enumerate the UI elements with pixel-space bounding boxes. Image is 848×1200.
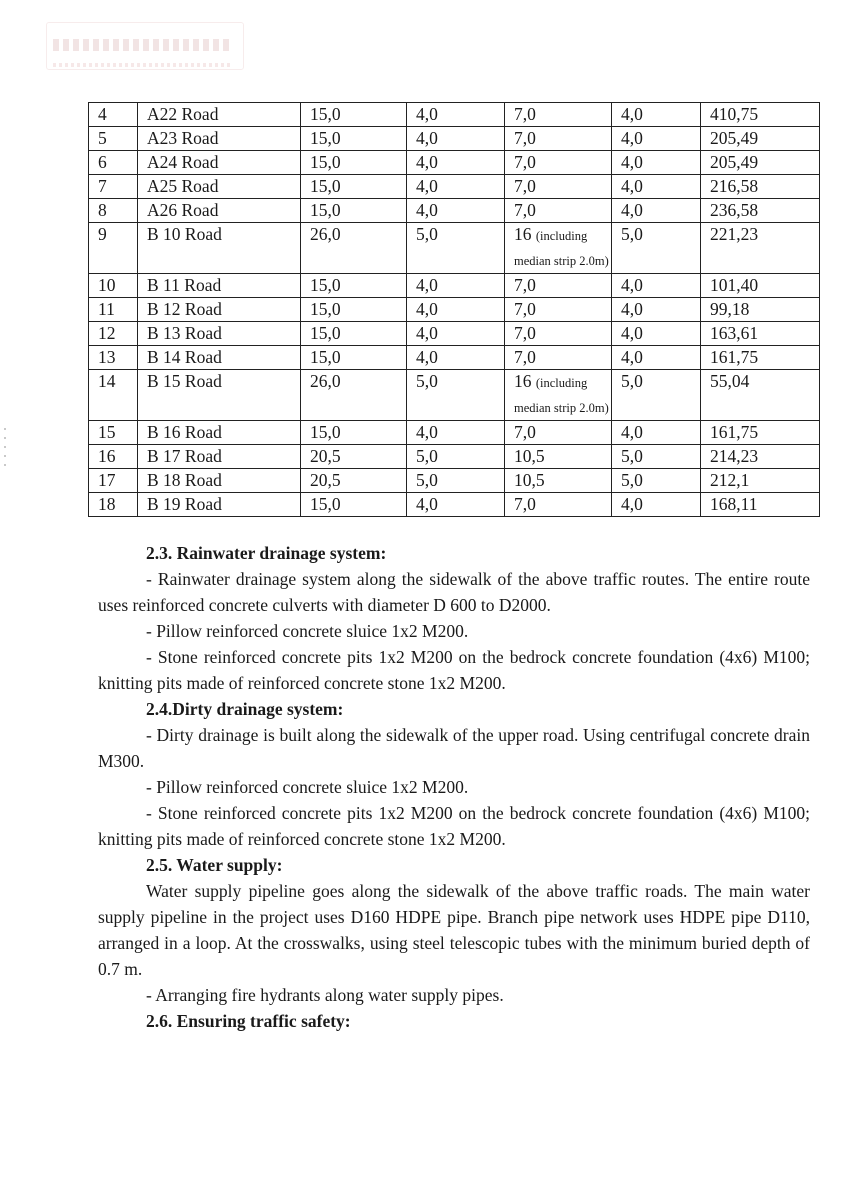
sidewalk-width-2-cell: [612, 421, 701, 445]
sidewalk-width-2-cell: [612, 445, 701, 469]
road-length: 236,58: [710, 200, 759, 220]
row-number: 15: [98, 422, 116, 442]
table-row: [89, 445, 820, 469]
road-name: B 11 Road: [147, 275, 222, 295]
table-row: [89, 151, 820, 175]
row-number: 7: [98, 176, 107, 196]
carriageway-width: 7,0: [514, 494, 536, 514]
row-number: 13: [98, 347, 116, 367]
road-length-cell: [701, 322, 820, 346]
road-length-cell: [701, 445, 820, 469]
road-length-cell: [701, 199, 820, 223]
sidewalk-width-2-cell: [612, 127, 701, 151]
road-width: 15,0: [310, 104, 341, 124]
row-number-cell: [89, 199, 138, 223]
sidewalk-width-2-cell: [612, 274, 701, 298]
carriageway-width-cell: [505, 493, 612, 517]
table-row: [89, 274, 820, 298]
carriageway-width-cell: [505, 469, 612, 493]
road-length-cell: [701, 175, 820, 199]
row-number: 18: [98, 494, 116, 514]
road-name-cell: [138, 469, 301, 493]
median-strip-note: (including median strip 2.0m): [514, 229, 609, 268]
stamp-mark: [46, 22, 244, 70]
sidewalk-width-2: 4,0: [621, 176, 643, 196]
road-length: 214,23: [710, 446, 759, 466]
road-length-cell: [701, 103, 820, 127]
road-length-cell: [701, 346, 820, 370]
road-width: 15,0: [310, 299, 341, 319]
sidewalk-width-cell: [407, 103, 505, 127]
road-width: 20,5: [310, 446, 341, 466]
road-width-cell: [301, 445, 407, 469]
road-length: 55,04: [710, 371, 750, 391]
road-width: 15,0: [310, 275, 341, 295]
road-width: 26,0: [310, 224, 341, 244]
sidewalk-width-cell: [407, 370, 505, 421]
road-width-cell: [301, 421, 407, 445]
carriageway-width-cell: [505, 103, 612, 127]
road-length: 221,23: [710, 224, 759, 244]
road-length-cell: [701, 469, 820, 493]
sidewalk-width-cell: [407, 346, 505, 370]
carriageway-width-cell: [505, 445, 612, 469]
row-number: 14: [98, 371, 116, 391]
carriageway-width: 7,0: [514, 323, 536, 343]
road-name: B 18 Road: [147, 470, 222, 490]
road-name: B 10 Road: [147, 224, 222, 244]
carriageway-width: 7,0: [514, 275, 536, 295]
road-name: B 12 Road: [147, 299, 222, 319]
carriageway-width-cell: [505, 370, 612, 421]
carriageway-width-cell: [505, 151, 612, 175]
road-table: [88, 102, 820, 517]
road-name: B 16 Road: [147, 422, 222, 442]
paragraph: - Pillow reinforced concrete sluice 1x2 M200.: [146, 621, 469, 641]
road-name-cell: [138, 421, 301, 445]
carriageway-width-cell: [505, 175, 612, 199]
table-row: [89, 127, 820, 151]
carriageway-width: 7,0: [514, 347, 536, 367]
paragraph: - Dirty drainage is built along the sidewalk of the upper road. Using centrifugal concrete drain M300.: [98, 725, 810, 771]
carriageway-width: 7,0: [514, 128, 536, 148]
sidewalk-width: 4,0: [416, 347, 438, 367]
road-length: 205,49: [710, 152, 759, 172]
sidewalk-width-2: 4,0: [621, 422, 643, 442]
sidewalk-width-2-cell: [612, 175, 701, 199]
row-number: 8: [98, 200, 107, 220]
road-width-cell: [301, 127, 407, 151]
road-length: 410,75: [710, 104, 759, 124]
road-length: 101,40: [710, 275, 759, 295]
sidewalk-width-2-cell: [612, 469, 701, 493]
road-length-cell: [701, 274, 820, 298]
row-number: 10: [98, 275, 116, 295]
road-width-cell: [301, 370, 407, 421]
sidewalk-width: 5,0: [416, 224, 438, 244]
road-width: 15,0: [310, 152, 341, 172]
sidewalk-width-2: 4,0: [621, 494, 643, 514]
road-width: 15,0: [310, 347, 341, 367]
road-length-cell: [701, 421, 820, 445]
sidewalk-width: 5,0: [416, 446, 438, 466]
sidewalk-width-2-cell: [612, 199, 701, 223]
carriageway-width-cell: [505, 421, 612, 445]
road-name-cell: [138, 274, 301, 298]
sidewalk-width-2: 5,0: [621, 446, 643, 466]
sidewalk-width: 5,0: [416, 371, 438, 391]
sidewalk-width: 4,0: [416, 323, 438, 343]
table-row: [89, 199, 820, 223]
road-name: A24 Road: [147, 152, 219, 172]
sidewalk-width-2-cell: [612, 103, 701, 127]
sidewalk-width-2: 5,0: [621, 371, 643, 391]
road-width-cell: [301, 175, 407, 199]
body-text: [98, 540, 810, 1034]
sidewalk-width-cell: [407, 421, 505, 445]
road-name-cell: [138, 298, 301, 322]
carriageway-width: 7,0: [514, 299, 536, 319]
road-width-cell: [301, 322, 407, 346]
road-length-cell: [701, 493, 820, 517]
carriageway-width: 7,0: [514, 104, 536, 124]
row-number-cell: [89, 421, 138, 445]
sidewalk-width: 4,0: [416, 200, 438, 220]
row-number-cell: [89, 445, 138, 469]
section-heading: 2.5. Water supply:: [146, 855, 283, 875]
sidewalk-width: 4,0: [416, 299, 438, 319]
road-name: A23 Road: [147, 128, 219, 148]
paragraph: - Stone reinforced concrete pits 1x2 M200 on the bedrock concrete foundation (4x6) M100; knitting pits made of reinforced concrete stone 1x2 M200.: [98, 803, 810, 849]
carriageway-width-cell: [505, 322, 612, 346]
road-name-cell: [138, 445, 301, 469]
road-width-cell: [301, 223, 407, 274]
sidewalk-width-cell: [407, 175, 505, 199]
row-number-cell: [89, 274, 138, 298]
table-row: [89, 469, 820, 493]
carriageway-width-cell: [505, 127, 612, 151]
carriageway-width: 7,0: [514, 176, 536, 196]
row-number: 4: [98, 104, 107, 124]
road-length: 212,1: [710, 470, 750, 490]
table-row: [89, 421, 820, 445]
sidewalk-width-2-cell: [612, 151, 701, 175]
road-name: B 14 Road: [147, 347, 222, 367]
row-number: 16: [98, 446, 116, 466]
sidewalk-width: 4,0: [416, 494, 438, 514]
scan-edge-mark: [4, 428, 6, 468]
road-length: 216,58: [710, 176, 759, 196]
carriageway-width-cell: [505, 298, 612, 322]
road-name-cell: [138, 370, 301, 421]
road-name: B 17 Road: [147, 446, 222, 466]
carriageway-width: 10,5: [514, 470, 545, 490]
carriageway-width-cell: [505, 346, 612, 370]
sidewalk-width-2-cell: [612, 370, 701, 421]
road-width-cell: [301, 346, 407, 370]
road-width: 15,0: [310, 323, 341, 343]
sidewalk-width-cell: [407, 223, 505, 274]
row-number-cell: [89, 469, 138, 493]
road-length-cell: [701, 127, 820, 151]
sidewalk-width-cell: [407, 445, 505, 469]
road-width-cell: [301, 274, 407, 298]
road-width-cell: [301, 469, 407, 493]
carriageway-width: 7,0: [514, 200, 536, 220]
sidewalk-width-2-cell: [612, 346, 701, 370]
sidewalk-width-cell: [407, 469, 505, 493]
paragraph: - Rainwater drainage system along the sidewalk of the above traffic routes. The entire route uses reinforced concrete culverts with diameter D 600 to D2000.: [98, 569, 810, 615]
road-name: B 13 Road: [147, 323, 222, 343]
sidewalk-width: 4,0: [416, 128, 438, 148]
sidewalk-width-2: 4,0: [621, 323, 643, 343]
carriageway-width-cell: [505, 274, 612, 298]
paragraph: - Pillow reinforced concrete sluice 1x2 M200.: [146, 777, 469, 797]
sidewalk-width-cell: [407, 274, 505, 298]
sidewalk-width: 5,0: [416, 470, 438, 490]
road-length-cell: [701, 370, 820, 421]
road-width-cell: [301, 151, 407, 175]
carriageway-width: 16: [514, 371, 532, 391]
road-length-cell: [701, 151, 820, 175]
sidewalk-width-cell: [407, 127, 505, 151]
sidewalk-width-cell: [407, 322, 505, 346]
road-name-cell: [138, 322, 301, 346]
road-name: A22 Road: [147, 104, 219, 124]
road-length: 168,11: [710, 494, 758, 514]
sidewalk-width-2: 4,0: [621, 128, 643, 148]
sidewalk-width-2: 4,0: [621, 200, 643, 220]
road-name-cell: [138, 223, 301, 274]
table-row: [89, 223, 820, 274]
row-number-cell: [89, 346, 138, 370]
row-number: 17: [98, 470, 116, 490]
sidewalk-width-2: 5,0: [621, 224, 643, 244]
road-name-cell: [138, 103, 301, 127]
paragraph: - Arranging fire hydrants along water supply pipes.: [146, 985, 504, 1005]
median-strip-note: (including median strip 2.0m): [514, 376, 609, 415]
road-width: 15,0: [310, 422, 341, 442]
road-length: 163,61: [710, 323, 759, 343]
table-row: [89, 298, 820, 322]
road-width: 15,0: [310, 200, 341, 220]
carriageway-width: 10,5: [514, 446, 545, 466]
road-width: 15,0: [310, 494, 341, 514]
sidewalk-width-2: 4,0: [621, 152, 643, 172]
sidewalk-width: 4,0: [416, 275, 438, 295]
table-row: [89, 370, 820, 421]
sidewalk-width: 4,0: [416, 104, 438, 124]
sidewalk-width-2: 4,0: [621, 347, 643, 367]
road-width: 15,0: [310, 176, 341, 196]
road-width: 26,0: [310, 371, 341, 391]
sidewalk-width-2-cell: [612, 493, 701, 517]
section-heading: 2.3. Rainwater drainage system:: [146, 543, 387, 563]
sidewalk-width: 4,0: [416, 176, 438, 196]
sidewalk-width-2-cell: [612, 298, 701, 322]
row-number: 5: [98, 128, 107, 148]
road-length: 161,75: [710, 422, 759, 442]
row-number-cell: [89, 298, 138, 322]
row-number: 11: [98, 299, 115, 319]
table-row: [89, 175, 820, 199]
sidewalk-width: 4,0: [416, 152, 438, 172]
row-number-cell: [89, 223, 138, 274]
carriageway-width: 7,0: [514, 422, 536, 442]
table-row: [89, 322, 820, 346]
road-width: 20,5: [310, 470, 341, 490]
row-number-cell: [89, 127, 138, 151]
road-width-cell: [301, 103, 407, 127]
row-number-cell: [89, 151, 138, 175]
row-number: 9: [98, 224, 107, 244]
road-name: A26 Road: [147, 200, 219, 220]
road-name-cell: [138, 127, 301, 151]
road-name-cell: [138, 151, 301, 175]
road-name-cell: [138, 493, 301, 517]
sidewalk-width-cell: [407, 298, 505, 322]
road-width: 15,0: [310, 128, 341, 148]
road-length-cell: [701, 298, 820, 322]
road-length: 205,49: [710, 128, 759, 148]
road-length: 99,18: [710, 299, 750, 319]
row-number-cell: [89, 370, 138, 421]
carriageway-width-cell: [505, 199, 612, 223]
table-row: [89, 493, 820, 517]
row-number: 6: [98, 152, 107, 172]
table-row: [89, 103, 820, 127]
section-heading: 2.4.Dirty drainage system:: [146, 699, 344, 719]
sidewalk-width-cell: [407, 493, 505, 517]
sidewalk-width-2: 5,0: [621, 470, 643, 490]
row-number-cell: [89, 493, 138, 517]
sidewalk-width-2: 4,0: [621, 275, 643, 295]
section-heading: 2.6. Ensuring traffic safety:: [146, 1011, 351, 1031]
carriageway-width-cell: [505, 223, 612, 274]
sidewalk-width-2-cell: [612, 223, 701, 274]
road-length: 161,75: [710, 347, 759, 367]
paragraph: - Stone reinforced concrete pits 1x2 M200 on the bedrock concrete foundation (4x6) M100; knitting pits made of reinforced concrete stone 1x2 M200.: [98, 647, 810, 693]
sidewalk-width-cell: [407, 151, 505, 175]
row-number-cell: [89, 175, 138, 199]
row-number: 12: [98, 323, 116, 343]
row-number-cell: [89, 103, 138, 127]
road-name: B 15 Road: [147, 371, 222, 391]
sidewalk-width-2: 4,0: [621, 104, 643, 124]
carriageway-width: 7,0: [514, 152, 536, 172]
paragraph: Water supply pipeline goes along the sidewalk of the above traffic roads. The main water supply pipeline in the project uses D160 HDPE pipe. Branch pipe network uses HDPE pipe D110, arranged in a loop. At the crosswalks, using steel telescopic tubes with the minimum buried depth of 0.7 m.: [98, 881, 810, 979]
sidewalk-width-2: 4,0: [621, 299, 643, 319]
road-width-cell: [301, 298, 407, 322]
road-length-cell: [701, 223, 820, 274]
table-row: [89, 346, 820, 370]
road-width-cell: [301, 199, 407, 223]
carriageway-width: 16: [514, 224, 532, 244]
road-name-cell: [138, 175, 301, 199]
road-name: B 19 Road: [147, 494, 222, 514]
row-number-cell: [89, 322, 138, 346]
road-name: A25 Road: [147, 176, 219, 196]
road-name-cell: [138, 199, 301, 223]
sidewalk-width: 4,0: [416, 422, 438, 442]
sidewalk-width-2-cell: [612, 322, 701, 346]
sidewalk-width-cell: [407, 199, 505, 223]
road-name-cell: [138, 346, 301, 370]
road-width-cell: [301, 493, 407, 517]
